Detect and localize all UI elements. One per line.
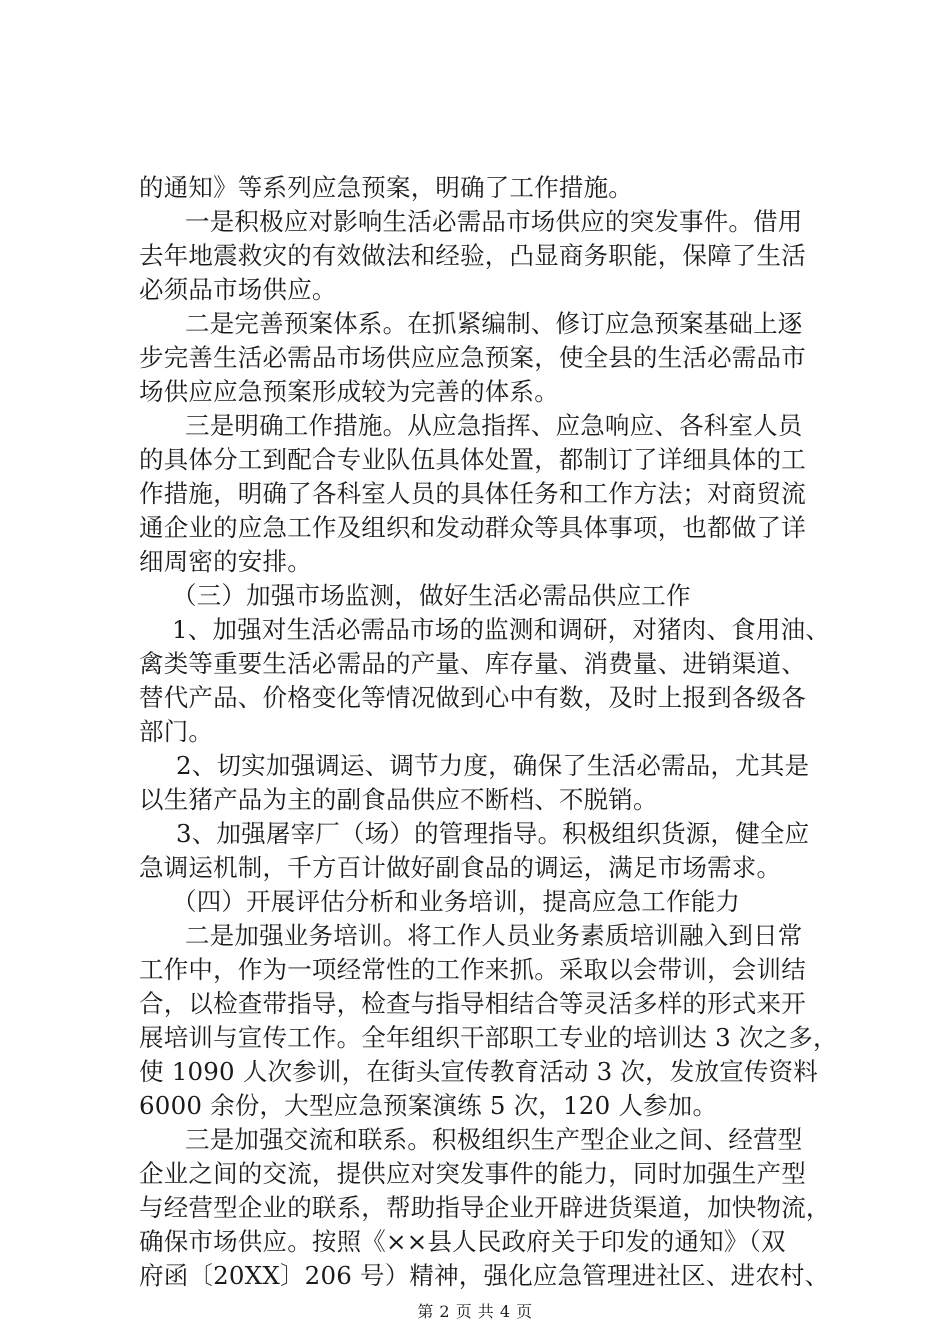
text-line: 使 1090 人次参训，在街头宣传教育活动 3 次，发放宣传资料 [139,1057,818,1086]
text-line: 替代产品、价格变化等情况做到心中有数，及时上报到各级各 [139,683,806,712]
text-line: 合，以检查带指导，检查与指导相结合等灵活多样的形式来开 [139,989,806,1018]
text-line: 6000 余份，大型应急预案演练 5 次，120 人参加。 [139,1091,718,1120]
paragraph-line: 一是积极应对影响生活必需品市场供应的突发事件。借用 [185,207,803,236]
text-line: 与经营型企业的联系，帮助指导企业开辟进货渠道，加快物流， [139,1193,831,1222]
text-line: 部门。 [139,717,214,746]
text-line: 细周密的安排。 [139,547,312,576]
text-line: 步完善生活必需品市场供应应急预案，使全县的生活必需品市 [139,343,806,372]
text-line: 的通知》等系列应急预案，明确了工作措施。 [139,173,633,202]
text-line: 的具体分工到配合专业队伍具体处置，都制订了详细具体的工 [139,445,806,474]
text-line: 禽类等重要生活必需品的产量、库存量、消费量、进销渠道、 [139,649,806,678]
text-line: 作措施，明确了各科室人员的具体任务和工作方法；对商贸流 [139,479,806,508]
text-line: 确保市场供应。按照《××县人民政府关于印发的通知》（双 [139,1227,786,1256]
list-item: 3、加强屠宰厂（场）的管理指导。积极组织货源，健全应 [176,819,810,848]
section-heading: （三）加强市场监测，做好生活必需品供应工作 [172,581,691,610]
text-line: 场供应应急预案形成较为完善的体系。 [139,377,559,406]
paragraph-line: 二是加强业务培训。将工作人员业务素质培训融入到日常 [185,921,803,950]
list-item: 2、切实加强调运、调节力度，确保了生活必需品，尤其是 [176,751,810,780]
text-line: 通企业的应急工作及组织和发动群众等具体事项，也都做了详 [139,513,806,542]
text-line: 企业之间的交流，提供应对突发事件的能力，同时加强生产型 [139,1159,806,1188]
paragraph-line: 三是明确工作措施。从应急指挥、应急响应、各科室人员 [185,411,803,440]
text-line: 急调运机制，千方百计做好副食品的调运，满足市场需求。 [139,853,782,882]
text-line: 去年地震救灾的有效做法和经验，凸显商务职能，保障了生活 [139,241,806,270]
text-line: 以生猪产品为主的副食品供应不断档、不脱销。 [139,785,658,814]
paragraph-line: 二是完善预案体系。在抓紧编制、修订应急预案基础上逐 [185,309,803,338]
section-heading: （四）开展评估分析和业务培训，提高应急工作能力 [172,887,741,916]
list-item: 1、加强对生活必需品市场的监测和调研，对猪肉、食用油、 [172,615,830,644]
text-line: 展培训与宣传工作。全年组织干部职工专业的培训达 3 次之多， [139,1023,838,1052]
text-line: 必须品市场供应。 [139,275,337,304]
paragraph-line: 三是加强交流和联系。积极组织生产型企业之间、经营型 [185,1125,803,1154]
page-footer: 第 2 页 共 4 页 [417,1302,533,1321]
text-line: 府函〔20XX〕206 号）精神，强化应急管理进社区、进农村、 [139,1261,830,1290]
text-line: 工作中，作为一项经常性的工作来抓。采取以会带训，会训结 [139,955,806,984]
